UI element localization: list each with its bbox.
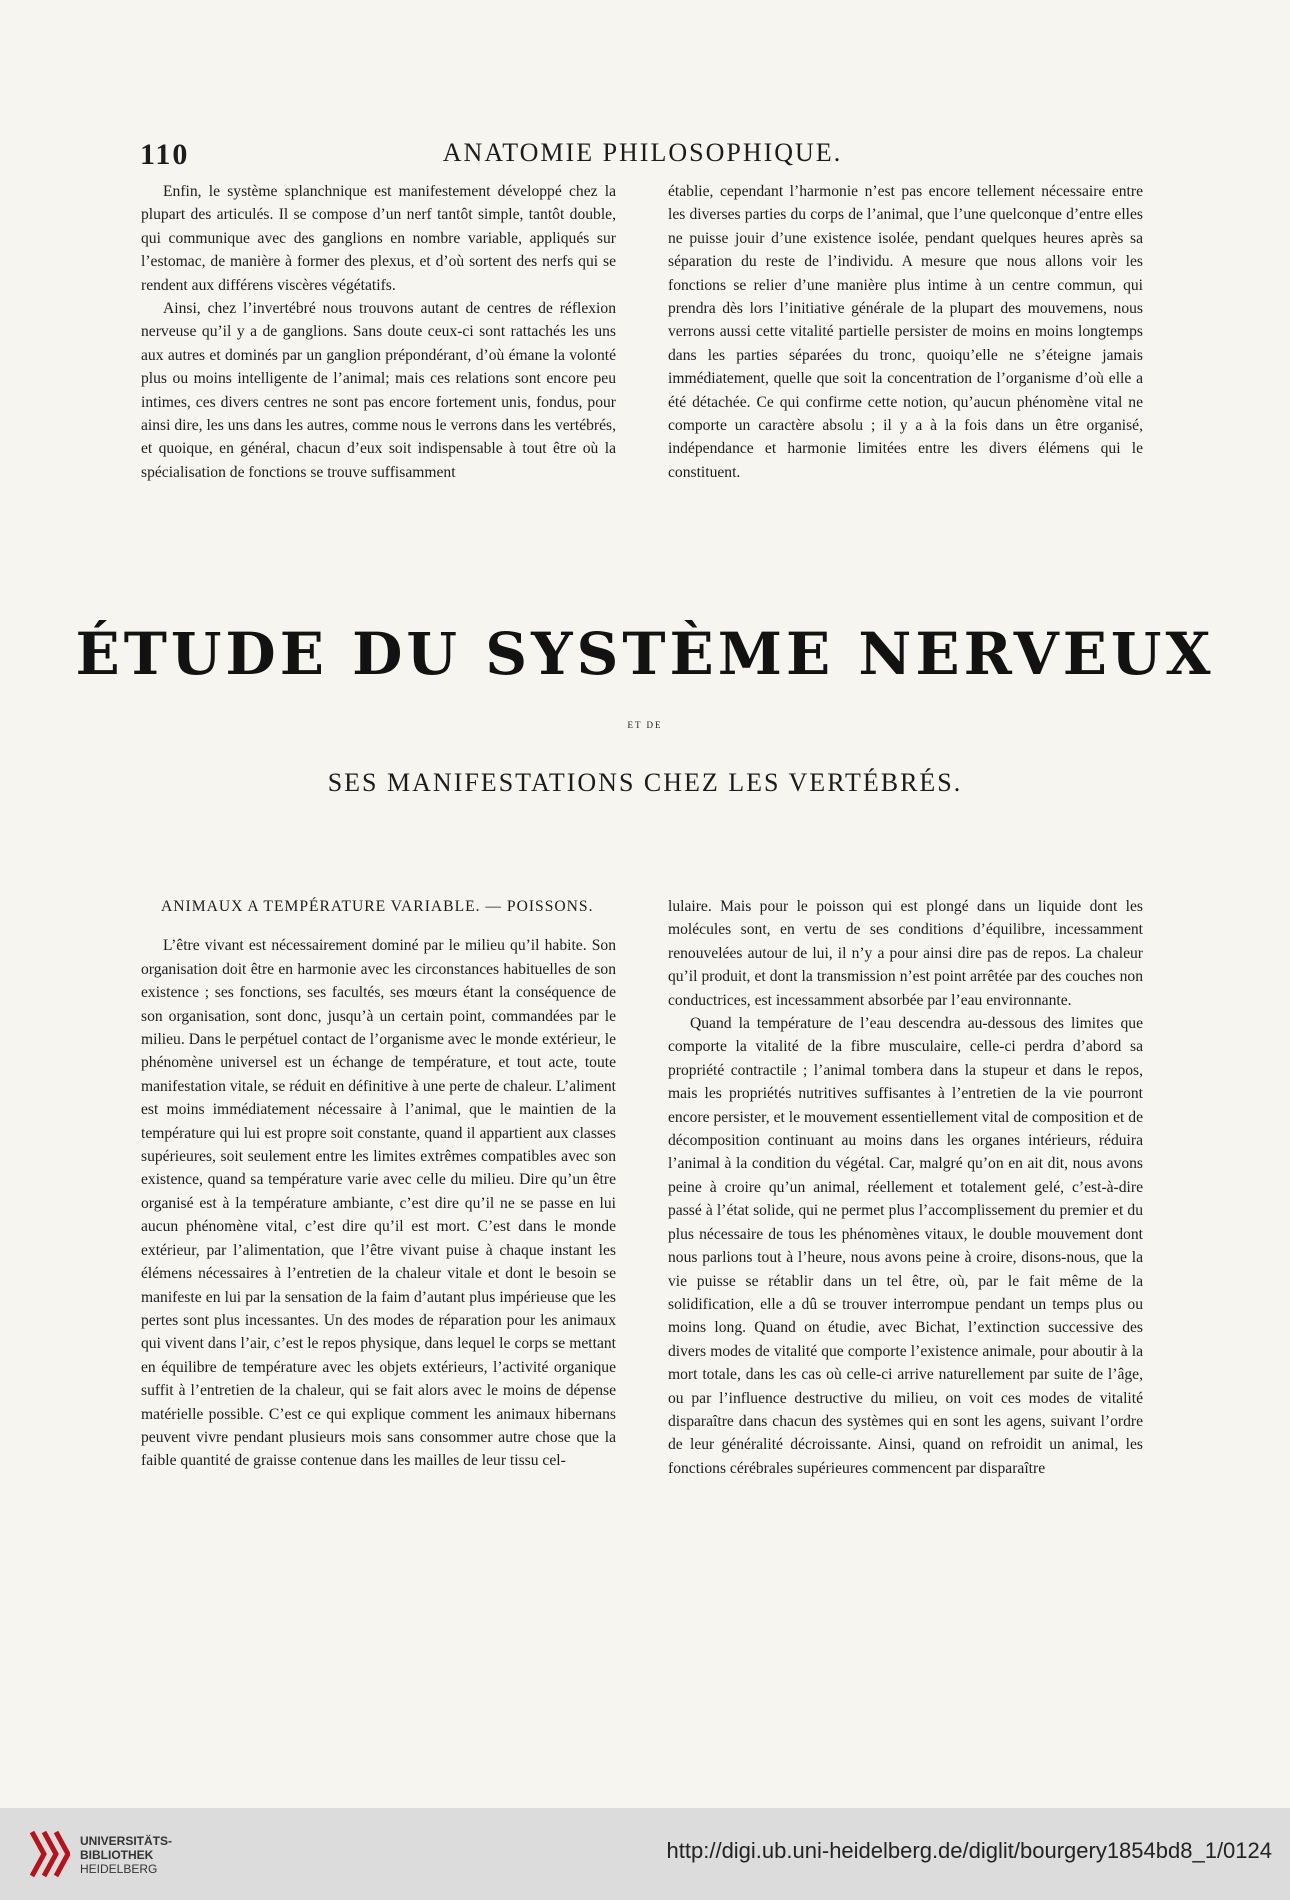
running-header: [140, 138, 1145, 172]
section-title-connector: ET DE: [627, 720, 663, 730]
section-subtitle: SES MANIFESTATIONS CHEZ LES VERTÉBRÉS.: [327, 768, 963, 797]
library-logo-icon: [28, 1828, 70, 1880]
paragraph: Ainsi, chez l’invertébré nous trouvons autant de centres de réflexion nerveuse qu’il y a de ganglions. Sans doute ceux-ci sont rattachés les uns aux autres et dominés par un ganglion prépondérant, d’où émane la volonté plus ou moins intelligente de l’animal; mais ces relations sont encore peu intimes, ces divers centres ne sont pas encore fortement unis, fondus, pour ainsi dire, les uns dans les autres, comme nous le verrons dans les vertébrés, et quoique, en général, chacun d’eux soit indispensable à tout être où la spécialisation de fonctions se trouve suffisamment: [141, 300, 616, 481]
paragraph: établie, cependant l’harmonie n’est pas encore tellement nécessaire entre les diverses parties du corps de l’animal, que l’une quelconque d’entre elles ne puisse jouir d’une existence isolée, pendant quelques heures après sa séparation du reste de l’individu. A mesure que nous allons voir les fonctions se relier d’une manière plus intime à un centre commun, qui prendra dès lors l’initiative générale de la plupart des mouvemens, nous verrons aussi cette vitalité partielle persister de moins en moins longtemps dans les parties séparées du tronc, quoiqu’elle ne s’éteigne jamais immédiatement, quelle que soit la concentration de l’organisme d’où elle a été détachée. Ce qui confirme cette notion, qu’aucun phénomène vital ne comporte un caractère absolu ; il y a à la fois dans un être organisé, indépendance et harmonie limitées entre les divers élémens qui le constituent.: [668, 183, 1143, 481]
library-name-line2: BIBLIOTHEK: [80, 1848, 154, 1862]
paragraph: lulaire. Mais pour le poisson qui est plongé dans un liquide dont les molécules sont, en vertu de ses conditions d’équilibre, incessamment renouvelées autour de lui, il n’y a pour ainsi dire pas de repos. La chaleur qu’il produit, et dont la transmission n’est point arrêtée par des couches non conductrices, est incessamment absorbée par l’eau environnante.: [668, 898, 1143, 1009]
paragraph: L’être vivant est nécessairement dominé par le milieu qu’il habite. Son organisation doit être en harmonie avec les circonstances habituelles de son existence ; ses fonctions, ses facultés, ses mœurs étant la conséquence de son organisation, sont donc, jusqu’à un certain point, commandées par le milieu. Dans le perpétuel contact de l’organisme avec le monde extérieur, le phénomène universel est un échange de température, et tout acte, toute manifestation vitale, se réduit en définitive à une perte de chaleur. L’aliment est moins immédiatement nécessaire à l’animal, que le maintien de la température qui lui est propre soit constante, quand il appartient aux classes supérieures, soit seulement entre les limites extrêmes compatibles avec son existence, quand sa température varie avec celle du milieu. Dire qu’un être organisé est à la température ambiante, c’est dire qu’il ne se passe en lui aucun phénomène vital, c’est dire qu’il est mort. C’est dans le monde extérieur, par l’alimentation, que l’être vivant puise à chaque instant les élémens nécessaires à l’entretien de la chaleur vitale et dont le besoin se manifeste en lui par la sensation de la faim d’autant plus impérieuse que les pertes sont plus incessantes. Un des modes de réparation pour les animaux qui vivent dans l’air, c’est le repos physique, dans lequel le corps se mettant en équilibre de température avec les objets extérieurs, l’activité organique suffit à l’entretien de la chaleur, qui se fait alors avec le moins de dépense matérielle possible. C’est ce qui explique comment les animaux hibernans peuvent vivre pendant plusieurs mois sans consommer autre chose que la faible quantité de graisse contenue dans les mailles de leur tissu cel-: [141, 937, 616, 1470]
library-name: [80, 1834, 172, 1876]
running-title: ANATOMIE PHILOSOPHIQUE.: [442, 138, 843, 167]
paragraph: Quand la température de l’eau descendra au-dessous des limites que comporte la vitalité de la fibre musculaire, celle-ci perdra d’abord sa propriété contractile ; l’animal tombera dans la stupeur et dans le repos, mais les propriétés nutritives suffisantes à l’entretien de la vie pourront encore persister, et le mouvement essentiellement vital de composition et de décomposition continuant au moins dans les organes intérieurs, réduira l’animal à la condition du végétal. Car, malgré qu’on en ait dit, nous avons peine à croire qu’un animal, réellement et totalement gelé, c’est-à-dire passé à l’état solide, qui ne permet plus l’accomplissement du premier et du plus nécessaire de tous les phénomènes vitaux, le double mouvement dont nous parlions tout à l’heure, nous avons peine à croire, disons-nous, que la vie puisse se rétablir dans un tel être, où, par le fait même de la solidification, elle a dû se trouver interrompue pendant un temps plus ou moins long. Quand on étudie, avec Bichat, l’extinction successive des divers modes de vitalité que comporte l’existence animale, pour aboutir à la mort totale, dans les cas où celle-ci arrive naturellement par suite de l’âge, ou par l’influence destructive du milieu, on voit ces modes de vitalité disparaître dans chacun des systèmes qui en sont les agens, suivant l’ordre de leur généralité décroissante. Ainsi, quand on refroidit un animal, les fonctions cérébrales supérieures commencent par disparaître: [668, 1015, 1143, 1477]
bottom-right-column: [668, 895, 1143, 1480]
library-name-line1: UNIVERSITÄTS-: [80, 1834, 173, 1848]
subsection-title: ANIMAUX A TEMPÉRATURE VARIABLE. — POISSONS.: [161, 898, 594, 915]
library-name-line3: HEIDELBERG: [80, 1862, 158, 1876]
section-main-title: ÉTUDE DU SYSTÈME NERVEUX: [75, 620, 1215, 688]
bottom-left-column: [141, 895, 616, 1473]
page-number: 110: [140, 138, 190, 171]
top-right-column: [668, 180, 1143, 484]
top-left-column: [141, 180, 616, 484]
viewer-footer: [0, 1808, 1290, 1900]
paragraph: Enfin, le système splanchnique est manifestement développé chez la plupart des articulés. Il se compose d’un nerf tantôt simple, tantôt double, qui communique avec des ganglions en nombre variable, appliqués sur l’estomac, de manière à former des plexus, et d’où sortent des nerfs qui se rendent aux différens viscères végétatifs.: [141, 183, 616, 294]
document-url[interactable]: http://digi.ub.uni-heidelberg.de/diglit/bourgery1854bd8_1/0124: [666, 1838, 1272, 1863]
